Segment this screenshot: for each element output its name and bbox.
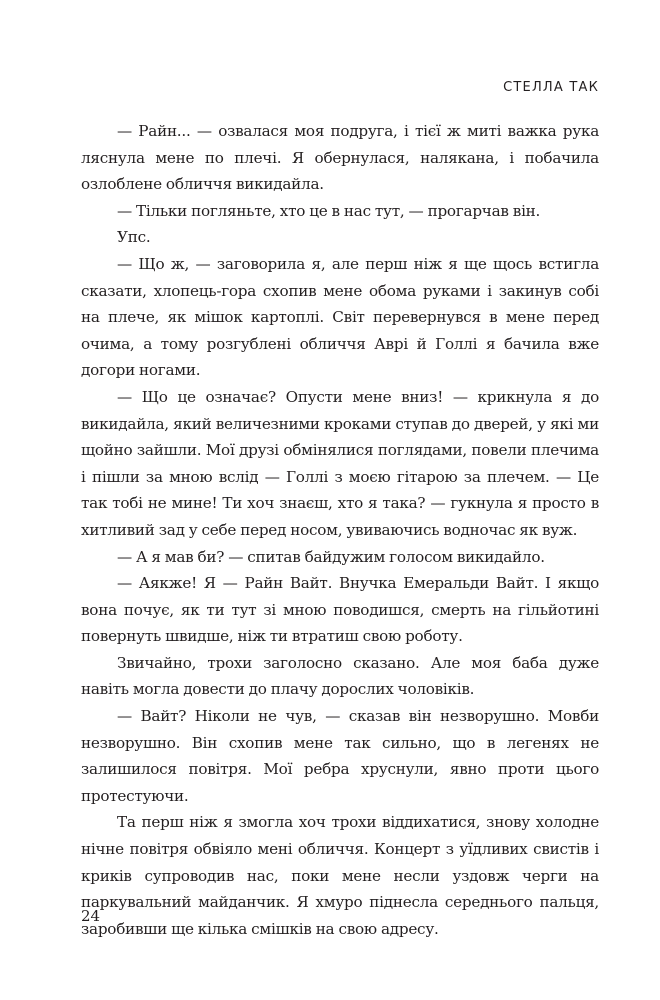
body-text xyxy=(81,118,599,942)
paragraph-7: — Аякже! Я — Райн Вайт. Внучка Емеральди Вайт. І якщо вона почує, як ти тут зі мною поводишся, смерть на гільйотині повернуть швидше, ніж ти втратиш свою роботу. xyxy=(81,574,599,646)
paragraph-10: Та перш ніж я змогла хоч трохи віддихатися, знову холодне нічне повітря обвіяло мені обличчя. Концерт з уїдливих свистів і криків супроводив нас, поки мене несли уздовж черги на паркувальний майданчик. Я хмуро піднесла середнього пальця, заробивши ще кілька смішків на свою адресу. xyxy=(81,813,599,938)
paragraph-6: — А я мав би? — спитав байдужим голосом викидайло. xyxy=(117,547,545,566)
page-number: 24 xyxy=(81,907,101,925)
paragraph-3: Упс. xyxy=(117,228,151,247)
running-head-title: СТЕЛЛА ТАК xyxy=(503,80,599,95)
paragraph-1: — Райн... — озвалася моя подруга, і тієї ж миті важка рука ляснула мене по плечі. Я обернулася, налякана, і побачила озлоблене обличчя викидайла. xyxy=(81,122,599,194)
paragraph-9: — Вайт? Ніколи не чув, — сказав він незворушно. Мовби незворушно. Він схопив мене так сильно, що в легенях не залишилося повітря. Мої ребра хруснули, явно проти цього протестуючи. xyxy=(81,707,599,805)
paragraph-5: — Що це означає? Опусти мене вниз! — крикнула я до викидайла, який величезними кроками ступав до дверей, у які ми щойно зайшли. Мої друзі обмінялися поглядами, повели плечима і пішли за мною вслід — Голлі з моєю гітарою за плечем. — Це так тобі не мине! Ти хоч знаєш, хто я така? — гукнула я просто в хитливий зад у себе перед носом, увиваючись водночас як вуж. xyxy=(81,387,599,539)
paragraph-2: — Тільки погляньте, хто це в нас тут, — прогарчав він. xyxy=(117,201,541,220)
paragraph-4: — Що ж, — заговорила я, але перш ніж я ще щось встигла сказати, хлопець-гора схопив мене обома руками і закинув собі на плече, як мішок картоплі. Світ перевернувся в мене перед очима, а тому розгублені обличчя Аврі й Голлі я бачила вже догори ногами. xyxy=(81,254,599,380)
paragraph-8: Звичайно, трохи заголосно сказано. Але моя баба дуже навіть могла довести до плачу дорослих чоловіків. xyxy=(81,653,599,699)
